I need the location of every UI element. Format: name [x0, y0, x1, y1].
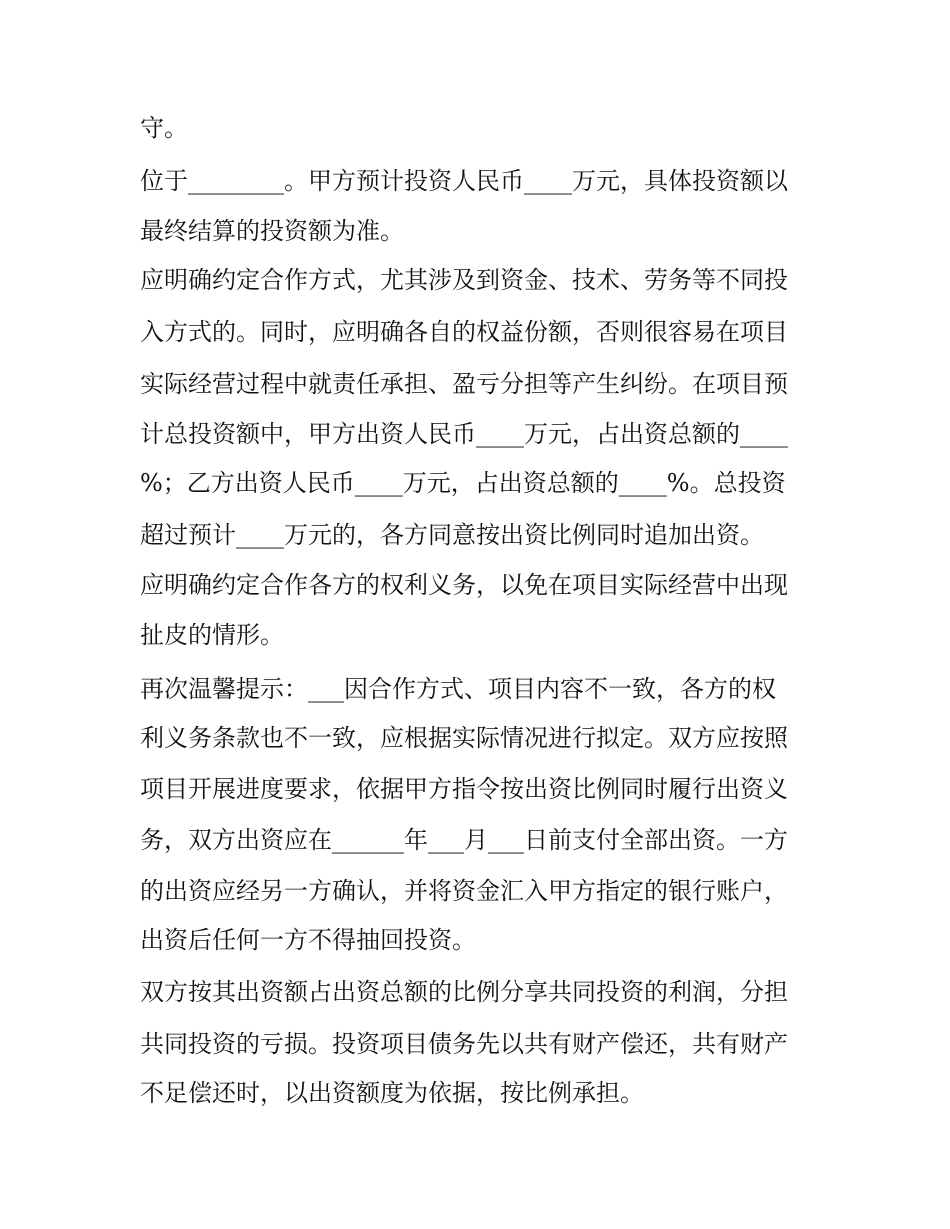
text-line: 双方按其出资额占出资总额的比例分享共同投资的利润，分担: [140, 978, 788, 1006]
text-line: 务，双方出资应在______年___月___日前支付全部出资。一方: [140, 826, 788, 854]
text-line: 再次温馨提示：___因合作方式、项目内容不一致，各方的权: [140, 675, 776, 703]
text-line: 超过预计____万元的，各方同意按出资比例同时追加出资。: [140, 521, 764, 549]
text-line: 共同投资的亏损。投资项目债务先以共有财产偿还，共有财产: [140, 1030, 788, 1058]
text-line: 利义务条款也不一致，应根据实际情况进行拟定。双方应按照: [140, 724, 788, 752]
text-line: 计总投资额中，甲方出资人民币____万元，占出资总额的____: [140, 420, 788, 448]
text-line: 应明确约定合作各方的权利义务，以免在项目实际经营中出现: [140, 571, 788, 599]
text-line: 不足偿还时，以出资额度为依据，按比例承担。: [140, 1079, 644, 1107]
text-line: 的出资应经另一方确认，并将资金汇入甲方指定的银行账户，: [140, 877, 788, 905]
text-line: 守。: [140, 114, 188, 142]
text-line: %；乙方出资人民币____万元，占出资总额的____%。总投资: [140, 469, 786, 497]
text-line: 最终结算的投资额为准。: [140, 217, 404, 245]
text-line: 入方式的。同时，应明确各自的权益份额，否则很容易在项目: [140, 318, 788, 346]
text-line: 项目开展进度要求，依据甲方指令按出资比例同时履行出资义: [140, 775, 788, 803]
text-line: 实际经营过程中就责任承担、盈亏分担等产生纠纷。在项目预: [140, 370, 788, 398]
text-line: 位于________。甲方预计投资人民币____万元，具体投资额以: [140, 167, 788, 195]
text-line: 扯皮的情形。: [140, 621, 284, 649]
text-line: 应明确约定合作方式，尤其涉及到资金、技术、劳务等不同投: [140, 266, 788, 294]
text-line: 出资后任何一方不得抽回投资。: [140, 926, 476, 954]
